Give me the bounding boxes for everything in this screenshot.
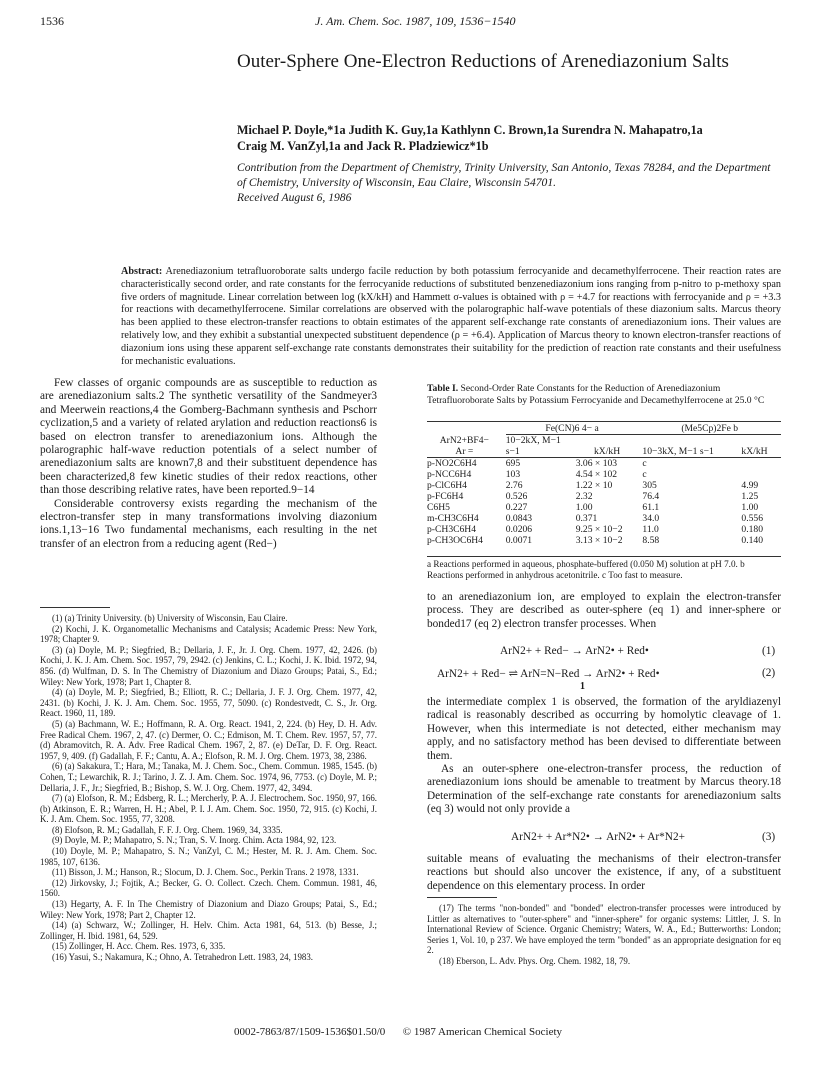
- publication-code: 0002-7863/87/1509-1536$01.50/0: [234, 1026, 386, 1038]
- left-column-body: [40, 377, 377, 551]
- equation-1: ArN2+ + Red− → ArN2• + Red•: [500, 645, 649, 657]
- abstract-label: Abstract:: [121, 266, 163, 277]
- affiliation: [237, 160, 782, 205]
- abstract-text: Arenediazonium tetrafluoroborate salts undergo facile reduction by both potassium ferrocyanide and decamethylferrocene. Their reaction rates are characteristically second order, and rate constants for the ferrocyanide reductions of substituted benzenediazonium ions ranging from p-nitro to p-methoxy span five orders of magnitude. Linear correlation between log (kX/kH) and Hammett σ-values is obtained with ρ = +4.7 for reactions with ferrocyanide and ρ = +3.3 for reactions with decamethylferrocene. Similar correlations are observed with the polarographic half-wave potentials of these diazonium salts. Marcus theory has been applied to these electron-transfer reactions to obtain estimates of the apparent self-exchange rate constants of arenediazonium ions. Their values are relatively low, and they exhibit a substantial unexpected substituent dependence (ρ = +6.4). Application of Marcus theory to known electron-transfer reactions of diazonium ions using these apparent self-exchange rate constants demonstrates their suitability for the prediction of reaction rate constants and their usefulness for mechanistic evaluations.: [121, 266, 781, 367]
- table-row: [427, 535, 781, 546]
- table-cell-k-decamethylferrocene: 34.0: [642, 513, 660, 524]
- footnote: (3) (a) Doyle, M. P.; Siegfried, B.; Dellaria, J. F., Jr. J. Org. Chem. 1977, 42, 2426. (b) Kochi, J. K. J. Am. Chem. Soc. 1957, 79, 2942. (c) Jenkins, C. L.; Kochi, J. K. Ibid. 1972, 94, 856. (d) Wulfman, D. S. In The Chemistry of Diazonium and Diazo Groups; Patai, S., Ed.; Wiley: New York, 1978; Part 1, Chapter 8.: [40, 644, 377, 687]
- table-cell-aryl: p-NCC6H4: [427, 469, 472, 480]
- rate-constant-table: [427, 423, 781, 546]
- table-cell-ratio-ferrocyanide: 4.54 × 102: [575, 469, 618, 480]
- table-cell-k-ferrocyanide: 0.526: [505, 491, 528, 502]
- table-cell-ratio-ferrocyanide: 3.06 × 103: [575, 458, 618, 469]
- abstract: [121, 266, 781, 368]
- table-header-ratio1: kX/kH: [594, 446, 621, 457]
- equation-1-number: (1): [762, 645, 776, 657]
- footnote: (9) Doyle, M. P.; Mahapatro, S. N.; Tran, S. V. Inorg. Chim. Acta 1984, 92, 123.: [52, 835, 337, 846]
- author-list: [237, 122, 777, 154]
- equation-3-number: (3): [762, 831, 776, 843]
- table-cell-k-decamethylferrocene: 8.58: [642, 535, 660, 546]
- equation-2-number: (2): [762, 667, 776, 679]
- article-title: Outer-Sphere One-Electron Reductions of Arenediazonium Salts: [237, 51, 729, 72]
- table-cell-ratio-ferrocyanide: 0.371: [575, 513, 598, 524]
- table-cell-aryl: p-CH3OC6H4: [427, 535, 483, 546]
- table-row: [427, 524, 781, 535]
- table-header-compound-line2: Ar =: [455, 445, 474, 457]
- footnote: (18) Eberson, L. Adv. Phys. Org. Chem. 1982, 18, 79.: [439, 955, 631, 966]
- table-header-k1: 10−2kX, M−1 s−1: [505, 435, 561, 457]
- table-cell-aryl: p-FC6H4: [427, 491, 464, 502]
- footnote: (15) Zollinger, H. Acc. Chem. Res. 1973, 6, 335.: [52, 941, 226, 952]
- table-cell-k-ferrocyanide: 0.0843: [505, 513, 533, 524]
- footnote: (11) Bisson, J. M.; Hanson, R.; Slocum, D. J. Chem. Soc., Perkin Trans. 2 1978, 1331.: [52, 867, 359, 878]
- running-title: J. Am. Chem. Soc. 1987, 109, 1536−1540: [315, 14, 516, 28]
- table-cell-aryl: p-CH3C6H4: [427, 524, 477, 535]
- table-cell-aryl: C6H5: [427, 502, 450, 513]
- table-cell-k-ferrocyanide: 103: [505, 469, 521, 480]
- table-cell-aryl: m-CH3C6H4: [427, 513, 479, 524]
- table-cell-k-decamethylferrocene: c: [642, 458, 647, 469]
- table-caption-text: Second-Order Rate Constants for the Reduction of Arenediazonium Tetrafluoroborate Salts by Potassium Ferrocyanide and Decamethylferrocene at 25.0 °C: [427, 383, 765, 406]
- right-footnotes: [427, 903, 781, 967]
- table-cell-ratio-ferrocyanide: 1.22 × 10: [575, 480, 613, 491]
- table-header-ratio2: kX/kH: [741, 446, 768, 457]
- table-row: [427, 458, 781, 469]
- table-cell-k-decamethylferrocene: 76.4: [642, 491, 660, 502]
- footnote: (7) (a) Elofson, R. M.; Edsberg, R. L.; Mercherly, P. A. J. Electrochem. Soc. 1950, 97, 166. (b) Atkinson, E. R.; Warren, H. H.; Abel, P. I. J. Am. Chem. Soc. 1950, 72, 915. (c) Kochi, J. K. J. Am. Chem. Soc. 1955, 77, 3208.: [40, 793, 377, 825]
- body-paragraph-purpose: suitable means of evaluating the mechanisms of their electron-transfer reactions but should also uncover the existence, if any, of a substituent dependence on this elementary process. In order: [427, 853, 781, 892]
- contribution-text: Contribution from the Department of Chemistry, Trinity University, San Antonio, Texas 78284, and the Department of Chemistry, University of Wisconsin, Eau Claire, Wisconsin 54701.: [237, 161, 771, 189]
- page-number: 1536: [40, 14, 64, 28]
- table-cell-k-decamethylferrocene: 11.0: [642, 524, 659, 535]
- footnote: (14) (a) Schwarz, W.; Zollinger, H. Helv. Chim. Acta 1981, 64, 513. (b) Besse, J.; Zollinger, H. Ibid. 1981, 64, 529.: [40, 920, 377, 941]
- footnote-divider-left: [40, 607, 110, 608]
- equation-2-compound-label: 1: [580, 681, 585, 692]
- table-cell-k-ferrocyanide: 0.227: [505, 502, 528, 513]
- table-row: [427, 513, 781, 524]
- authors-line-2: Craig M. VanZyl,1a and Jack R. Pladziewicz*1b: [237, 139, 489, 153]
- table-cell-k-decamethylferrocene: 305: [642, 480, 657, 491]
- table-caption: [427, 383, 781, 406]
- table-cell-ratio-decamethylferrocene: 4.99: [741, 480, 759, 491]
- equation-3: ArN2+ + Ar*N2• → ArN2• + Ar*N2+: [511, 831, 685, 843]
- table-row: [427, 491, 781, 502]
- footnote: (13) Hegarty, A. F. In The Chemistry of Diazonium and Diazo Groups; Patai, S., Ed.; Wiley: New York, 1978; Part 2, Chapter 12.: [40, 899, 377, 920]
- table-cell-ratio-decamethylferrocene: 1.25: [741, 491, 759, 502]
- table-cell-k-ferrocyanide: 2.76: [505, 480, 523, 491]
- footnote: (6) (a) Sakakura, T.; Hara, M.; Tanaka, M. J. Chem. Soc., Chem. Commun. 1985, 1545. (b) Cohen, T.; Lewarchik, R. J.; Tarino, J. Z. J. Am. Chem. Soc. 1974, 96, 7753. (c) Doyle, M. P.; Dellaria, J. F., Jr.; Siegfried, B.; Bishop, S. W. J. Org. Chem. 1977, 42, 3494.: [40, 761, 377, 793]
- body-paragraph-mechanism: the intermediate complex 1 is observed, the formation of the aryldiazenyl radical is reasonably described as occurring by homolytic cleavage of 1. However, when this intermediate is not detected, either mechanism may apply, and no satisfactory method has been devised to differentiate between them.: [427, 696, 781, 762]
- table-top-rule: [427, 421, 781, 422]
- table-row: [427, 502, 781, 513]
- table-cell-ratio-ferrocyanide: 1.00: [575, 502, 593, 513]
- table-header-compound-line1: ArN2+BF4−: [439, 434, 489, 446]
- footnote: (8) Elofson, R. M.; Gadallah, F. F. J. Org. Chem. 1969, 34, 3335.: [52, 824, 283, 835]
- footnote-divider-right: [427, 897, 497, 898]
- footnote: (4) (a) Doyle, M. P.; Siegfried, B.; Elliott, R. C.; Dellaria, J. F. J. Org. Chem. 1977, 42, 2431. (b) Kochi, J. K. J. Am. Chem. Soc. 1955, 77, 5090. (c) Rondestvedt, C. S., Jr. Org. React. 1960, 11, 189.: [40, 687, 377, 719]
- left-footnotes: [40, 613, 377, 963]
- footnote: (16) Yasui, S.; Nakamura, K.; Ohno, A. Tetrahedron Lett. 1983, 24, 1983.: [52, 952, 313, 962]
- table-cell-k-decamethylferrocene: 61.1: [642, 502, 660, 513]
- table-cell-ratio-ferrocyanide: 9.25 × 10−2: [575, 524, 623, 535]
- right-column-body: [427, 591, 781, 631]
- right-column-body-3: [427, 853, 781, 893]
- table-row: [427, 480, 781, 491]
- table-group-header-decamethylferrocene: (Me5Cp)2Fe b: [642, 423, 781, 435]
- table-group-header-ferrocyanide: Fe(CN)6 4− a: [506, 423, 643, 435]
- table-cell-aryl: p-ClC6H4: [427, 480, 467, 491]
- table-cell-ratio-ferrocyanide: 3.13 × 10−2: [575, 535, 623, 546]
- footnote: (2) Kochi, J. K. Organometallic Mechanisms and Catalysis; Academic Press: New York, 1978; Chapter 9.: [40, 623, 377, 645]
- table-cell-ratio-ferrocyanide: 2.32: [575, 491, 593, 502]
- table-cell-k-decamethylferrocene: c: [642, 469, 647, 480]
- footnote: (12) Jirkovsky, J.; Fojtik, A.; Becker, G. O. Collect. Czech. Chem. Commun. 1981, 46, 1560.: [40, 877, 377, 899]
- footnote: (17) The terms "non-bonded" and "bonded" electron-transfer processes were introduced by Littler as alternatives to "outer-sphere" and "inner-sphere" for organic systems: Littler, J. S. In International Review of Science. Organic Chemistry; Waters, W. A., Ed.; Butterworths: London; Series 1, Vol. 10, p 237. We have employed the term "bonded" as an appropriate designation for eq 2.: [427, 903, 781, 956]
- table-header-empty: [427, 423, 506, 435]
- intro-paragraph-2: Considerable controversy exists regarding the mechanism of the electron-transfer step in many transformations involving diazonium ions.1,13−16 Two fundamental mechanisms, each resulting in the net transfer of an electron from a reducing agent (Red−): [40, 497, 377, 550]
- page-footer: [234, 1026, 794, 1038]
- table-cell-ratio-decamethylferrocene: [741, 458, 781, 469]
- table-cell-k-ferrocyanide: 0.0206: [505, 524, 533, 535]
- table-cell-ratio-decamethylferrocene: 0.556: [741, 513, 764, 524]
- table-cell-k-ferrocyanide: 0.0071: [505, 535, 533, 546]
- table-bottom-rule: [427, 556, 781, 557]
- table-header-k2: 10−3kX, M−1 s−1: [642, 446, 714, 457]
- footnote: (5) (a) Bachmann, W. E.; Hoffmann, R. A. Org. React. 1941, 2, 224. (b) Hey, D. H. Adv. Free Radical Chem. 1967, 2, 47. (c) Dermer, O. C.; Edmison, M. T. Chem. Rev. 1957, 57, 77. (d) Abramovitch, R. A. Adv. Free Radical Chem. 1967, 2, 87. (e) DeTar, D. F. Org. React. 1957, 9, 409. (f) Gadallah, F. F.; Cantu, A. A.; Elofson, R. M. J. Org. Chem. 1973, 38, 2386.: [40, 718, 377, 761]
- body-paragraph-continued: to an arenediazonium ion, are employed to explain the electron-transfer process. They are described as outer-sphere (eq 1) and inner-sphere or bonded17 (eq 2) electron transfer processes. When: [427, 591, 781, 630]
- copyright: © 1987 American Chemical Society: [402, 1026, 563, 1038]
- authors-line-1: Michael P. Doyle,*1a Judith K. Guy,1a Kathlynn C. Brown,1a Surendra N. Mahapatro,1a: [237, 123, 703, 137]
- table-header-compound: [427, 435, 506, 458]
- table-footnote: a Reactions performed in aqueous, phosphate-buffered (0.050 M) solution at pH 7.0. b Reactions performed in anhydrous acetonitrile. c Too fast to measure.: [427, 559, 745, 580]
- intro-paragraph-1: Few classes of organic compounds are as susceptible to reduction as are arenediazonium salts.2 The synthetic versatility of the Sandmeyer3 and Meerwein reactions,4 the Gomberg-Bachmann synthesis and Pschorr cyclization,5 and a variety of related arylation and reduction reactions6 is based on electron transfer to arenediazonium ions. Although the polarographic half-wave reduction potentials of a select number of arenediazonium salts are known7,8 and their substituent dependence has been characterized,8 few kinetic studies of their redox reactions, other than those describing relative rates, have been reported.9−14: [40, 377, 377, 497]
- table-cell-ratio-decamethylferrocene: 1.00: [741, 502, 759, 513]
- table-cell-ratio-decamethylferrocene: [741, 469, 781, 480]
- footnote: (1) (a) Trinity University. (b) University of Wisconsin, Eau Claire.: [52, 613, 288, 623]
- table-row: [427, 469, 781, 480]
- body-paragraph-marcus: As an outer-sphere one-electron-transfer process, the reduction of arenediazonium ions should be amenable to treatment by Marcus theory.18 Determination of the self-exchange rate constants for arenediazonium salts (eq 3) would not only provide a: [427, 763, 781, 816]
- table-cell-ratio-decamethylferrocene: 0.180: [741, 524, 764, 535]
- table-caption-label: Table I.: [427, 383, 459, 394]
- right-column-body-2: [427, 696, 781, 817]
- received-date: Received August 6, 1986: [237, 191, 352, 204]
- table-cell-aryl: p-NO2C6H4: [427, 458, 477, 469]
- table-cell-k-ferrocyanide: 695: [505, 458, 521, 469]
- table-cell-ratio-decamethylferrocene: 0.140: [741, 535, 764, 546]
- footnote: (10) Doyle, M. P.; Mahapatro, S. N.; VanZyl, C. M.; Hester, M. R. J. Am. Chem. Soc. 1985, 107, 6136.: [40, 846, 377, 867]
- table-body: [427, 458, 781, 546]
- equation-2: ArN2+ + Red− ⇌ ArN=N−Red → ArN2• + Red•: [437, 668, 660, 680]
